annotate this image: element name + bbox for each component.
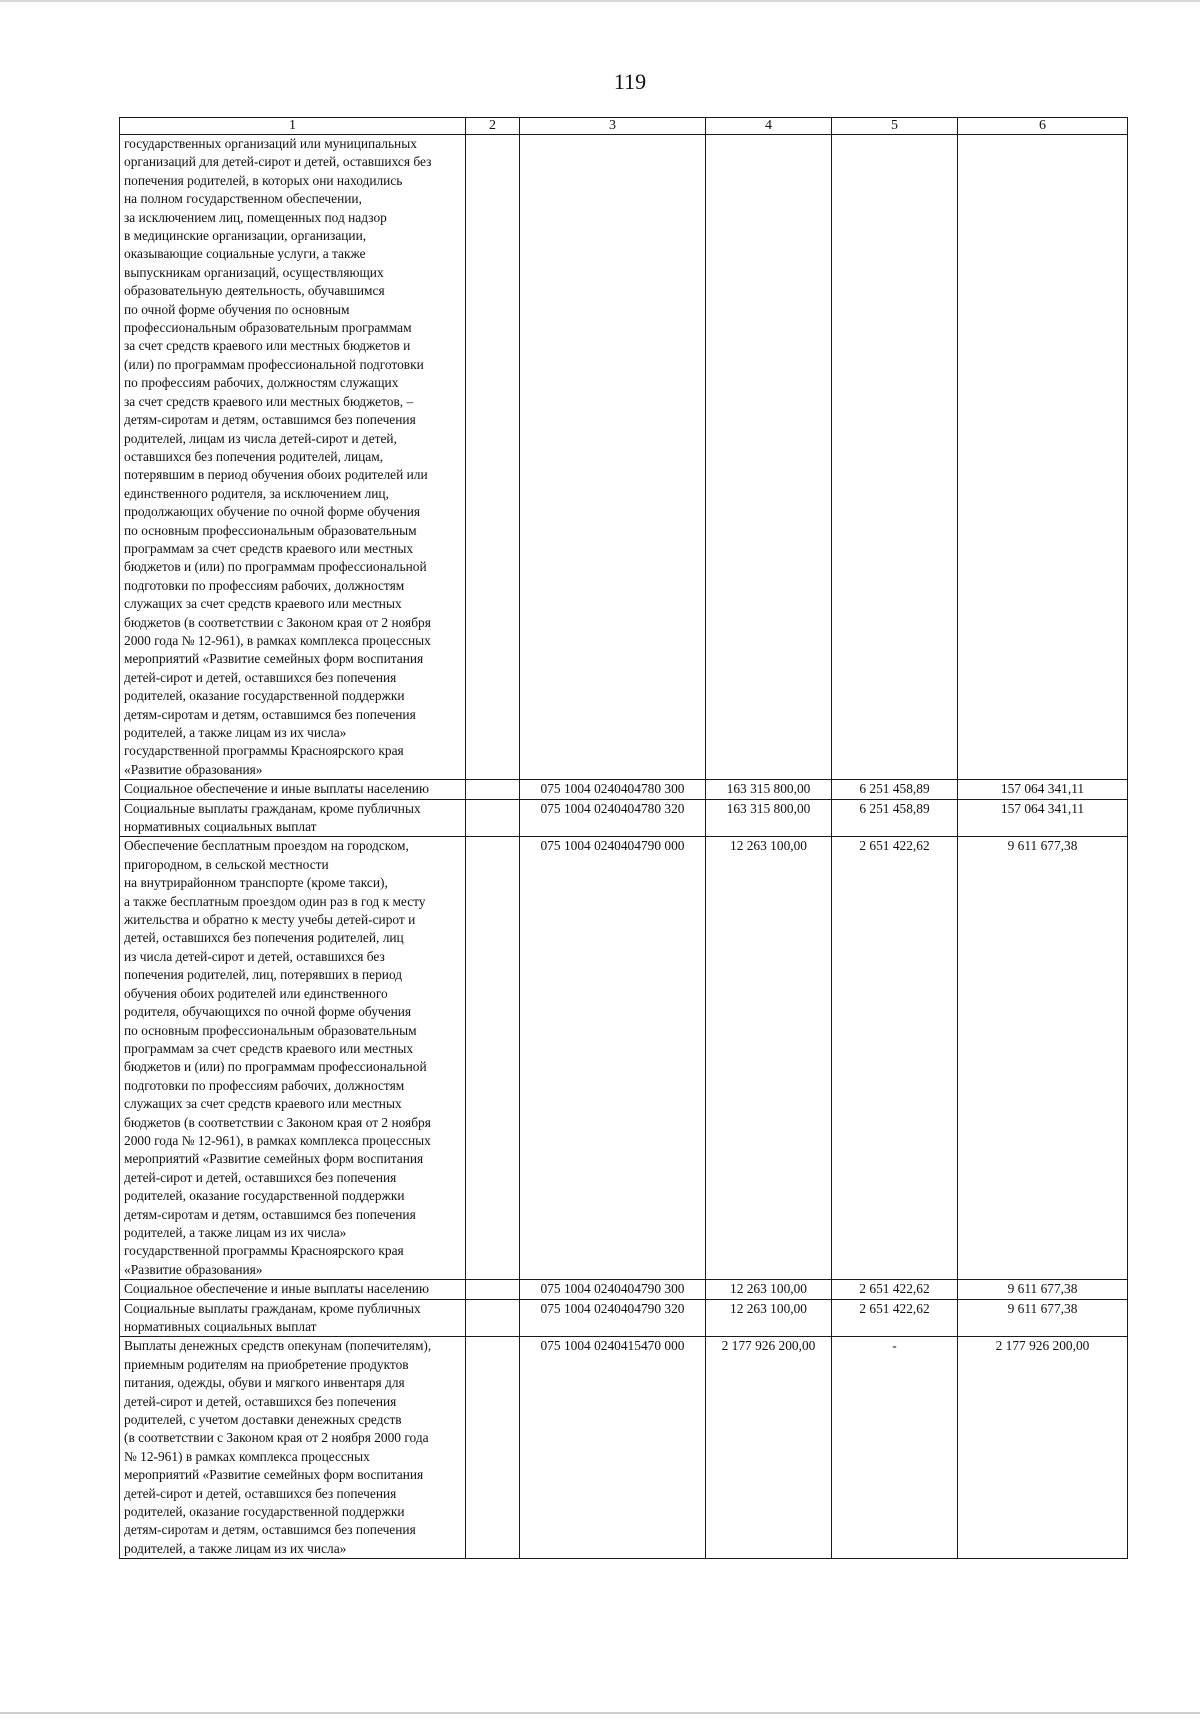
description-line: родителей, оказание государственной поддержки xyxy=(124,1188,405,1204)
row-description xyxy=(120,799,466,837)
description-line: родителей, оказание государственной поддержки xyxy=(124,688,405,704)
row-approved-amount: 12 263 100,00 xyxy=(706,1299,832,1337)
description-line: государственных организаций или муниципальных xyxy=(124,136,417,151)
table-row xyxy=(120,780,1128,799)
description-line: попечения родителей, лиц, потерявших в период xyxy=(124,967,403,983)
description-line: мероприятий «Развитие семейных форм воспитания xyxy=(124,651,424,667)
row-remaining-amount: 2 177 926 200,00 xyxy=(958,1337,1128,1559)
row-remaining-amount: 9 611 677,38 xyxy=(958,1280,1128,1299)
description-line: Выплаты денежных средств опекунам (попечителям), xyxy=(124,1338,432,1354)
row-column-2 xyxy=(466,799,520,837)
table-row xyxy=(120,1280,1128,1299)
description-line: из числа детей-сирот и детей, оставшихся без xyxy=(124,948,385,964)
description-line: за счет средств краевого или местных бюджетов, – xyxy=(124,393,414,409)
column-header: 3 xyxy=(520,118,706,135)
description-line: нормативных социальных выплат xyxy=(124,819,317,835)
description-line: детям-сиротам и детям, оставшимся без попечения xyxy=(124,706,416,722)
description-line: родителя, обучающихся по очной форме обучения xyxy=(124,1004,412,1020)
description-line: бюджетов и (или) по программам профессиональной xyxy=(124,1059,427,1075)
description-line: по профессиям рабочих, должностям служащих xyxy=(124,375,399,391)
description-line: потерявшим в период обучения обоих родителей или xyxy=(124,467,428,483)
description-line: образовательную деятельность, обучавшимся xyxy=(124,283,385,299)
row-column-2 xyxy=(466,1299,520,1337)
row-description xyxy=(120,1337,466,1559)
description-line: родителей, лицам из числа детей-сирот и детей, xyxy=(124,430,397,446)
scan-bottom-edge xyxy=(0,1712,1200,1714)
description-line: на полном государственном обеспечении, xyxy=(124,191,362,207)
description-line: родителей, а также лицам из их числа» xyxy=(124,1540,347,1556)
description-line: бюджетов (в соответствии с Законом края от 2 ноября xyxy=(124,614,431,630)
description-line: по основным профессиональным образовательным xyxy=(124,1022,417,1038)
row-approved-amount: 163 315 800,00 xyxy=(706,780,832,799)
description-line: детей-сирот и детей, оставшихся без попечения xyxy=(124,1169,397,1185)
description-line: (или) по программам профессиональной подготовки xyxy=(124,356,424,372)
description-line: родителей, а также лицам из их числа» xyxy=(124,725,347,740)
page-number: 119 xyxy=(613,69,647,94)
row-column-2 xyxy=(466,135,520,780)
row-column-2 xyxy=(466,837,520,1280)
table-row xyxy=(120,135,1128,780)
description-line: единственного родителя, за исключением лиц, xyxy=(124,485,389,501)
description-line: (в соответствии с Законом края от 2 ноября 2000 года xyxy=(124,1430,429,1446)
row-executed-amount: 6 251 458,89 xyxy=(832,799,958,837)
row-budget-code: 075 1004 0240404790 320 xyxy=(520,1299,706,1337)
row-budget-code: 075 1004 0240404780 300 xyxy=(520,780,706,799)
row-executed-amount: 2 651 422,62 xyxy=(832,1280,958,1299)
table-row xyxy=(120,1337,1128,1559)
table-row xyxy=(120,1299,1128,1337)
description-line: родителей, оказание государственной поддержки xyxy=(124,1504,405,1520)
description-line: Обеспечение бесплатным проездом на городском, xyxy=(124,838,409,854)
table-row xyxy=(120,799,1128,837)
row-description xyxy=(120,780,466,799)
description-line: Социальные выплаты гражданам, кроме публичных xyxy=(124,800,421,816)
row-approved-amount: 2 177 926 200,00 xyxy=(706,1337,832,1559)
description-line: программам за счет средств краевого или местных xyxy=(124,540,414,556)
description-line: родителей, с учетом доставки денежных средств xyxy=(124,1412,402,1428)
description-line: государственной программы Красноярского края xyxy=(124,1243,404,1259)
column-header: 6 xyxy=(958,118,1128,135)
description-line: государственной программы Красноярского края xyxy=(124,743,404,759)
description-line: 2000 года № 12-961), в рамках комплекса процессных xyxy=(124,632,431,648)
row-executed-amount xyxy=(832,135,958,780)
description-line: жительства и обратно к месту учебы детей-сирот и xyxy=(124,912,416,928)
column-header: 1 xyxy=(120,118,466,135)
description-line: за счет средств краевого или местных бюджетов и xyxy=(124,338,411,354)
row-budget-code: 075 1004 0240404780 320 xyxy=(520,799,706,837)
description-line: за исключением лиц, помещенных под надзор xyxy=(124,209,387,225)
row-remaining-amount: 9 611 677,38 xyxy=(958,1299,1128,1337)
table-row xyxy=(120,837,1128,1280)
description-line: детям-сиротам и детям, оставшимся без попечения xyxy=(124,1522,416,1538)
description-line: детей-сирот и детей, оставшихся без попечения xyxy=(124,1485,397,1501)
description-line: служащих за счет средств краевого или местных xyxy=(124,596,402,612)
row-remaining-amount: 157 064 341,11 xyxy=(958,780,1128,799)
description-line: «Развитие образования» xyxy=(124,1261,263,1277)
row-column-2 xyxy=(466,1337,520,1559)
description-line: служащих за счет средств краевого или местных xyxy=(124,1096,402,1112)
description-line: в медицинские организации, организации, xyxy=(124,228,367,244)
row-approved-amount xyxy=(706,135,832,780)
row-approved-amount: 12 263 100,00 xyxy=(706,1280,832,1299)
description-line: по очной форме обучения по основным xyxy=(124,301,350,317)
description-line: оказывающие социальные услуги, а также xyxy=(124,246,366,262)
description-line: по основным профессиональным образовательным xyxy=(124,522,417,538)
description-line: оставшихся без попечения родителей, лицам, xyxy=(124,448,384,464)
description-line: приемным родителям на приобретение продуктов xyxy=(124,1356,409,1372)
row-approved-amount: 12 263 100,00 xyxy=(706,837,832,1280)
description-line: № 12-961) в рамках комплекса процессных xyxy=(124,1448,370,1464)
description-line: детей-сирот и детей, оставшихся без попечения xyxy=(124,669,397,685)
description-line: Социальное обеспечение и иные выплаты населению xyxy=(124,781,429,797)
description-line: профессиональным образовательным программам xyxy=(124,320,412,336)
description-line: выпускникам организаций, осуществляющих xyxy=(124,264,384,280)
description-line: «Развитие образования» xyxy=(124,761,263,777)
description-line: детей-сирот и детей, оставшихся без попечения xyxy=(124,1393,397,1409)
column-header: 2 xyxy=(466,118,520,135)
row-description xyxy=(120,1280,466,1299)
row-executed-amount: 2 651 422,62 xyxy=(832,837,958,1280)
description-line: детей, оставшихся без попечения родителей, лиц xyxy=(124,930,404,946)
row-budget-code xyxy=(520,135,706,780)
description-line: пригородном, в сельской местности xyxy=(124,856,329,872)
row-executed-amount: - xyxy=(832,1337,958,1559)
row-remaining-amount: 157 064 341,11 xyxy=(958,799,1128,837)
description-line: нормативных социальных выплат xyxy=(124,1319,317,1334)
column-header: 4 xyxy=(706,118,832,135)
description-line: 2000 года № 12-961), в рамках комплекса процессных xyxy=(124,1132,431,1148)
description-line: мероприятий «Развитие семейных форм воспитания xyxy=(124,1467,424,1483)
description-line: бюджетов (в соответствии с Законом края от 2 ноября xyxy=(124,1114,431,1130)
row-budget-code: 075 1004 0240404790 300 xyxy=(520,1280,706,1299)
description-line: организаций для детей-сирот и детей, оставшихся без xyxy=(124,154,432,170)
row-description xyxy=(120,1299,466,1337)
row-remaining-amount: 9 611 677,38 xyxy=(958,837,1128,1280)
description-line: детям-сиротам и детям, оставшимся без попечения xyxy=(124,412,416,428)
row-executed-amount: 6 251 458,89 xyxy=(832,780,958,799)
row-remaining-amount xyxy=(958,135,1128,780)
description-line: а также бесплатным проездом один раз в год к месту xyxy=(124,893,426,909)
row-executed-amount: 2 651 422,62 xyxy=(832,1299,958,1337)
description-line: бюджетов и (или) по программам профессиональной xyxy=(124,559,427,575)
row-description xyxy=(120,837,466,1280)
row-column-2 xyxy=(466,1280,520,1299)
description-line: Социальные выплаты гражданам, кроме публичных xyxy=(124,1300,421,1316)
description-line: питания, одежды, обуви и мягкого инвентаря для xyxy=(124,1375,405,1391)
description-line: продолжающих обучение по очной форме обучения xyxy=(124,504,421,520)
scan-top-edge xyxy=(0,0,1200,2)
budget-table xyxy=(119,117,1128,1559)
description-line: программам за счет средств краевого или местных xyxy=(124,1040,414,1056)
row-description xyxy=(120,135,466,780)
description-line: Социальное обеспечение и иные выплаты населению xyxy=(124,1281,429,1297)
table-header-row xyxy=(120,118,1128,135)
description-line: мероприятий «Развитие семейных форм воспитания xyxy=(124,1151,424,1167)
description-line: попечения родителей, в которых они находились xyxy=(124,172,403,188)
row-column-2 xyxy=(466,780,520,799)
table-body xyxy=(120,135,1128,1559)
description-line: подготовки по профессиям рабочих, должностям xyxy=(124,1077,405,1093)
description-line: на внутрирайонном транспорте (кроме такси), xyxy=(124,875,388,891)
row-budget-code: 075 1004 0240404790 000 xyxy=(520,837,706,1280)
description-line: обучения обоих родителей или единственного xyxy=(124,985,388,1001)
description-line: подготовки по профессиям рабочих, должностям xyxy=(124,577,405,593)
description-line: родителей, а также лицам из их числа» xyxy=(124,1224,347,1240)
row-budget-code: 075 1004 0240415470 000 xyxy=(520,1337,706,1559)
description-line: детям-сиротам и детям, оставшимся без попечения xyxy=(124,1206,416,1222)
column-header: 5 xyxy=(832,118,958,135)
row-approved-amount: 163 315 800,00 xyxy=(706,799,832,837)
